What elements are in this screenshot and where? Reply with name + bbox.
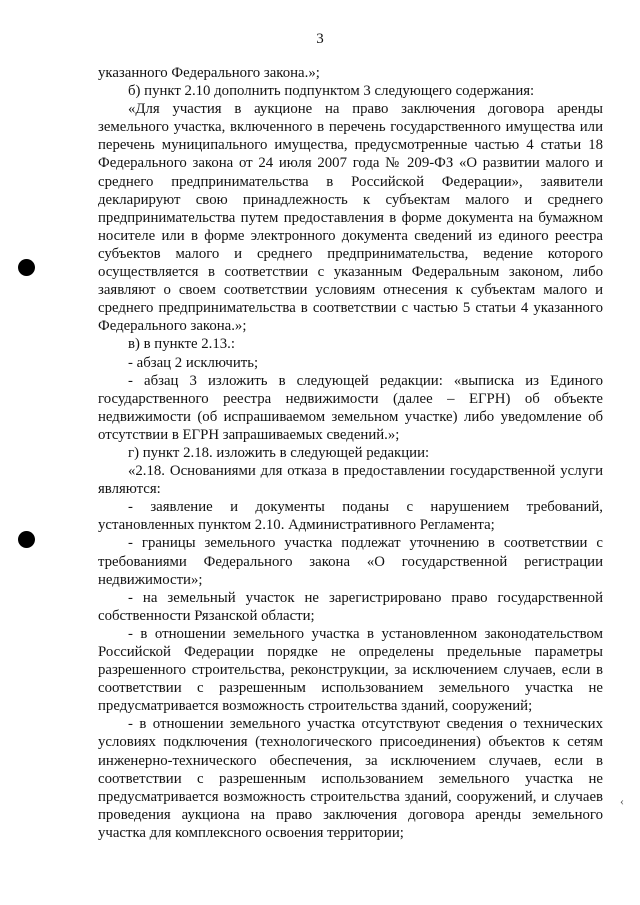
paragraph: - абзац 3 изложить в следующей редакции: «выписка из Единого государственного реестра недвижимости (далее – ЕГРН) об объекте недвижимости (об испрашиваемом земельном участке) либо уведомление об отсутствии в ЕГРН запрашиваемых сведений.»; <box>98 372 603 443</box>
punch-hole-mark <box>18 531 35 548</box>
paragraph: - заявление и документы поданы с нарушением требований, установленных пунктом 2.10. Административного Регламента; <box>98 499 603 534</box>
paragraph: в) в пункте 2.13.: <box>128 336 235 353</box>
paragraph: указанного Федерального закона.»; <box>98 65 320 81</box>
paragraph: - в отношении земельного участка отсутствуют сведения о технических условиях подключения (технологического присоединения) объектов к сетям инженерно-технического обеспечения, за исключением случаев, если в соответствии с разрешенным использованием земельного участка не предусматривается возможность строительства зданий, сооружений, и случаев проведения аукциона на право заключения договора аренды земельного участка для комплексного освоения территории; <box>98 716 603 841</box>
document-body <box>98 64 603 842</box>
paragraph: - границы земельного участка подлежат уточнению в соответствии с требованиями Федерального закона «О государственной регистрации недвижимости»; <box>98 535 603 588</box>
punch-hole-mark <box>18 259 35 276</box>
paragraph: - абзац 2 исключить; <box>128 354 259 371</box>
paragraph: «Для участия в аукционе на право заключения договора аренды земельного участка, включенного в перечень государственного имущества или перечень муниципального имущества, предусмотренные частью 4 статьи 18 Федерального закона от 24 июля 2007 года № 209-ФЗ «О развитии малого и среднего предпринимательства в Российской Федерации», заявители декларируют свою принадлежность к субъектам малого и среднего предпринимательства путем предоставления в форме документа на бумажном носителе или в форме электронного документа сведений из единого реестра субъектов малого и среднего предпринимательства, ведение которого осуществляется в соответствии с указанным Федеральным законом, либо заявляют о своем соответствии условиям отнесения к субъектам малого и среднего предпринимательства в соответствии с частью 5 статьи 4 указанного Федерального закона.»; <box>98 101 603 335</box>
paragraph: - на земельный участок не зарегистрировано право государственной собственности Рязанской области; <box>98 589 603 624</box>
paragraph: - в отношении земельного участка в установленном законодательством Российской Федерации порядке не определены предельные параметры разрешенного строительства, реконструкции, за исключением случаев, если в соответствии с разрешенным использованием земельного участка не предусматривается возможность строительства зданий, сооружений; <box>98 625 603 715</box>
paragraph: «2.18. Основаниями для отказа в предоставлении государственной услуги являются: <box>98 463 603 498</box>
paragraph: г) пункт 2.18. изложить в следующей редакции: <box>128 444 430 461</box>
page-number: 3 <box>316 31 324 47</box>
paragraph: б) пункт 2.10 дополнить подпунктом 3 следующего содержания: <box>128 83 535 100</box>
scan-artifact-mark: ‹ <box>620 794 624 808</box>
